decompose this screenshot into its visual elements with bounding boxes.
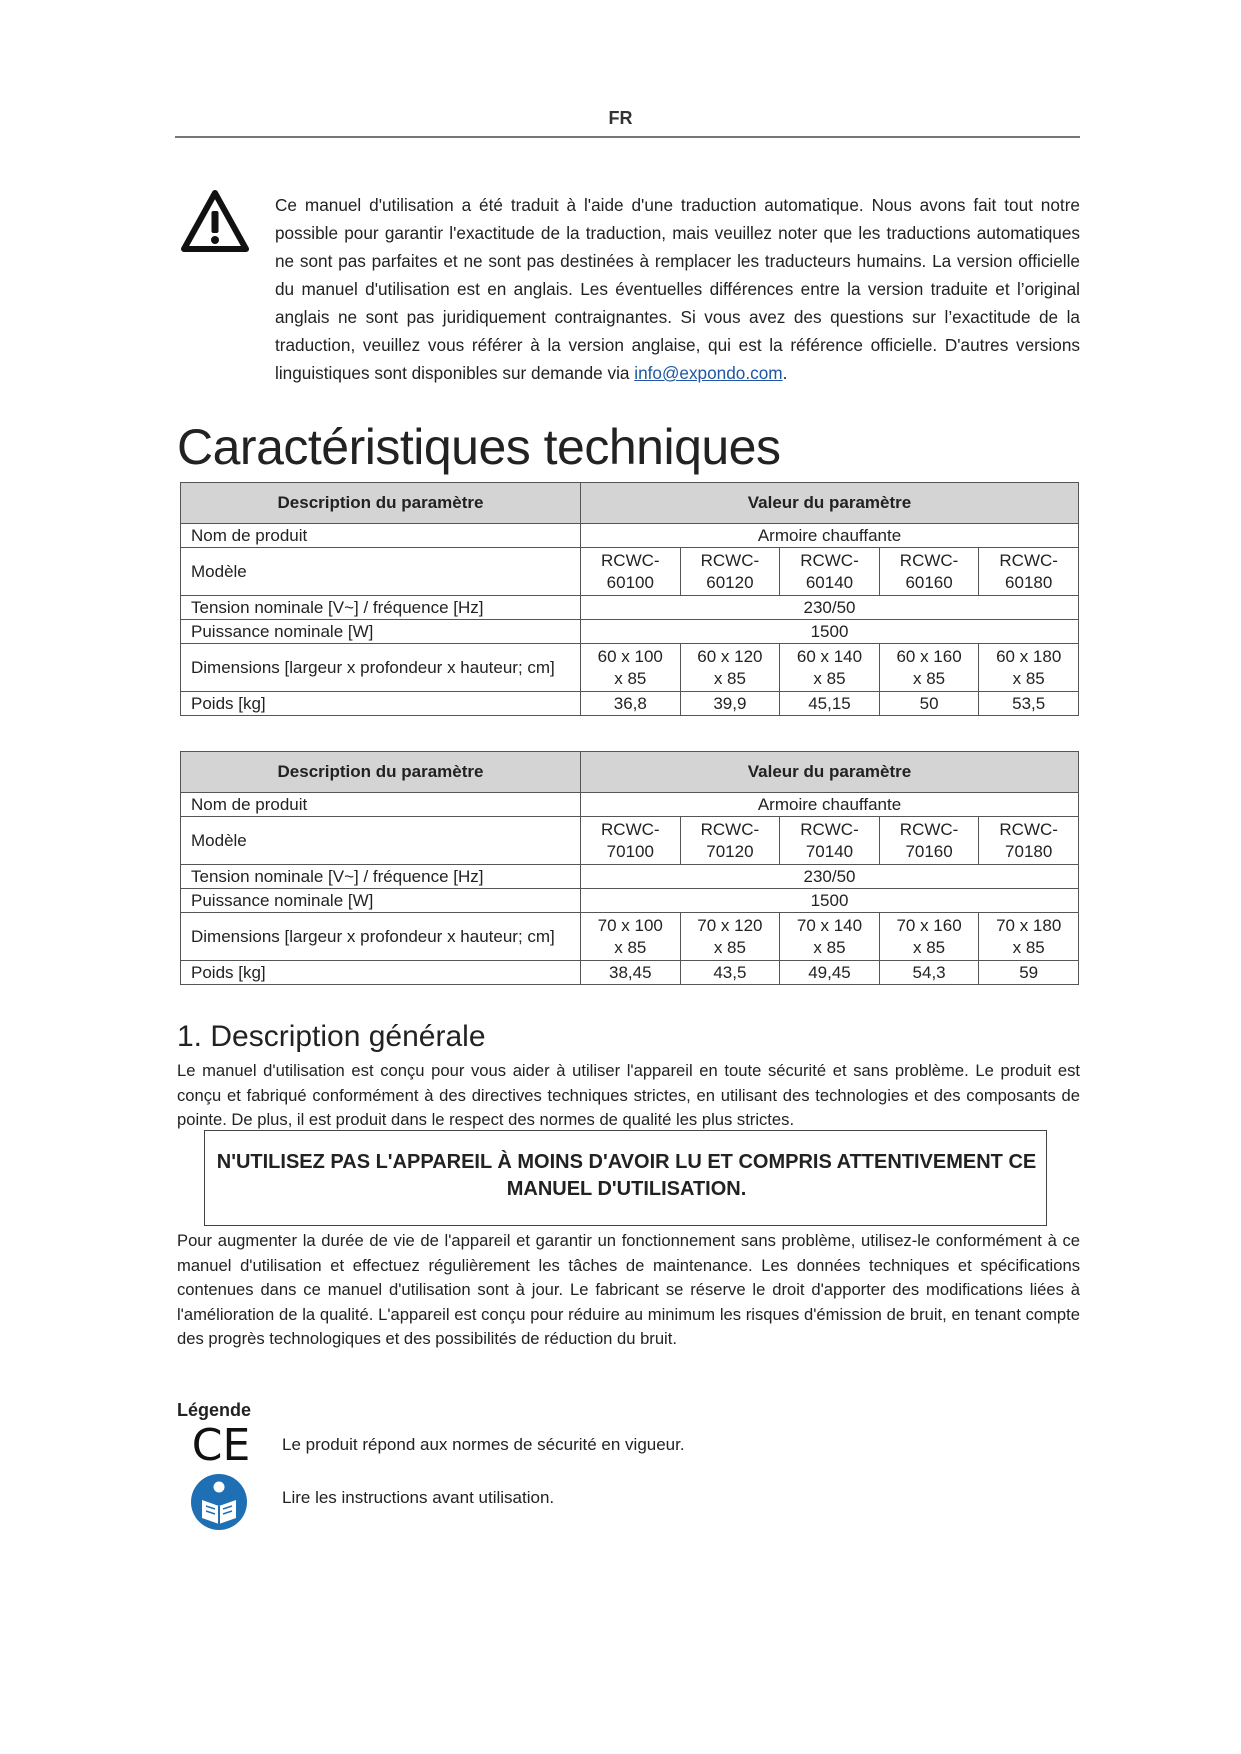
dims-cell: 60 x 100 x 85 (581, 644, 681, 692)
dims-cell: 70 x 120 x 85 (680, 913, 780, 961)
power-value: 1500 (581, 620, 1079, 644)
row-label: Poids [kg] (181, 692, 581, 716)
dims-cell: 70 x 180 x 85 (979, 913, 1079, 961)
model-cell: RCWC- 70180 (979, 817, 1079, 865)
table-row (181, 865, 1079, 889)
table-header-row (181, 483, 1079, 524)
model-cell: RCWC- 60160 (879, 548, 979, 596)
model-cell: RCWC- 70100 (581, 817, 681, 865)
model-cell: RCWC- 60180 (979, 548, 1079, 596)
row-label: Tension nominale [V~] / fréquence [Hz] (181, 596, 581, 620)
warning-notice-box (204, 1130, 1047, 1226)
dims-cell: 60 x 180 x 85 (979, 644, 1079, 692)
dims-cell: 60 x 120 x 85 (680, 644, 780, 692)
dims-cell: 70 x 100 x 85 (581, 913, 681, 961)
weight-cell: 53,5 (979, 692, 1079, 716)
row-label: Tension nominale [V~] / fréquence [Hz] (181, 865, 581, 889)
table-row (181, 644, 1079, 692)
spec-table-70 (180, 751, 1079, 985)
intro-paragraph: Le manuel d'utilisation est conçu pour vous aider à utiliser l'appareil en toute sécurité et sans problème. Le produit est conçu et fabriqué conformément à des directives techniques strictes, en utilisant des technologies et des composants de pointe. De plus, il est produit dans le respect des normes de qualité les plus strictes. (177, 1061, 1080, 1129)
weight-cell: 59 (979, 961, 1079, 985)
weight-cell: 45,15 (780, 692, 880, 716)
maintenance-paragraph: Pour augmenter la durée de vie de l'appareil et garantir un fonctionnement sans problème, utilisez-le conformément à ce manuel d'utilisation et effectuez régulièrement les tâches de maintenance. Les données techniques et spécifications contenues dans ce manuel d'utilisation sont à jour. Le fabricant se réserve le droit d'apporter des modifications liées à l'amélioration de la qualité. L'appareil est conçu pour réduire au minimum les risques d'émission de bruit, en tenant compte des progrès technologiques et des possibilités de réduction du bruit. (177, 1231, 1080, 1348)
row-label: Poids [kg] (181, 961, 581, 985)
disclaimer-suffix: . (782, 363, 788, 383)
table-row (181, 620, 1079, 644)
section-title: 1. Description générale (177, 1020, 486, 1053)
table-row (181, 692, 1079, 716)
table-row (181, 913, 1079, 961)
notice-text: N'UTILISEZ PAS L'APPAREIL À MOINS D'AVOIR LU ET COMPRIS ATTENTIVEMENT CE MANUEL D'UTILISATION. (216, 1151, 1037, 1200)
support-email-link[interactable]: info@expondo.com (634, 363, 783, 383)
weight-cell: 38,45 (581, 961, 681, 985)
dims-cell: 70 x 160 x 85 (879, 913, 979, 961)
model-cell: RCWC- 70120 (680, 817, 780, 865)
table-header-row (181, 752, 1079, 793)
page-title: Caractéristiques techniques (177, 419, 781, 475)
table-row (181, 548, 1079, 596)
voltage-value: 230/50 (581, 596, 1079, 620)
dims-cell: 70 x 140 x 85 (780, 913, 880, 961)
warning-triangle-icon (180, 189, 250, 253)
table-row (181, 961, 1079, 985)
row-label: Puissance nominale [W] (181, 620, 581, 644)
language-code: FR (608, 108, 633, 128)
header-value: Valeur du paramètre (581, 483, 1079, 524)
disclaimer-text: Ce manuel d'utilisation a été traduit à l'aide d'une traduction automatique. Nous avons fait tout notre possible pour garantir l'exactitude de la traduction, mais veuillez noter que les traductions automatiques ne sont pas parfaites et ne sont pas destinées à remplacer les traducteurs humains. La version officielle du manuel d'utilisation est en anglais. Les éventuelles différences entre la version traduite et l’original anglais ne sont pas juridiquement contraignantes. Si vous avez des questions sur l’exactitude de la traduction, veuillez vous référer à la version anglaise, qui est la référence officielle. D'autres versions linguistiques sont disponibles sur demande via (275, 195, 1080, 383)
weight-cell: 49,45 (780, 961, 880, 985)
row-label: Modèle (181, 548, 581, 596)
model-cell: RCWC- 60100 (581, 548, 681, 596)
header-value: Valeur du paramètre (581, 752, 1079, 793)
weight-cell: 54,3 (879, 961, 979, 985)
model-cell: RCWC- 70140 (780, 817, 880, 865)
product-value: Armoire chauffante (581, 524, 1079, 548)
table-row (181, 889, 1079, 913)
header-rule (175, 136, 1080, 138)
product-value: Armoire chauffante (581, 793, 1079, 817)
voltage-value: 230/50 (581, 865, 1079, 889)
model-cell: RCWC- 60140 (780, 548, 880, 596)
row-label: Dimensions [largeur x profondeur x hauteur; cm] (181, 644, 581, 692)
row-label: Nom de produit (181, 524, 581, 548)
ce-mark-text: CE (191, 1420, 251, 1468)
header-param: Description du paramètre (181, 483, 581, 524)
weight-cell: 43,5 (680, 961, 780, 985)
model-cell: RCWC- 60120 (680, 548, 780, 596)
dims-cell: 60 x 140 x 85 (780, 644, 880, 692)
header-param: Description du paramètre (181, 752, 581, 793)
legend-item-text: Lire les instructions avant utilisation. (282, 1488, 555, 1507)
translation-disclaimer (275, 191, 1080, 387)
model-cell: RCWC- 70160 (879, 817, 979, 865)
legend-title: Légende (177, 1400, 252, 1420)
weight-cell: 50 (879, 692, 979, 716)
table-row (181, 793, 1079, 817)
weight-cell: 39,9 (680, 692, 780, 716)
legend-item-text: Le produit répond aux normes de sécurité en vigueur. (282, 1435, 685, 1454)
row-label: Nom de produit (181, 793, 581, 817)
read-manual-icon (190, 1473, 248, 1531)
row-label: Puissance nominale [W] (181, 889, 581, 913)
dims-cell: 60 x 160 x 85 (879, 644, 979, 692)
ce-mark-icon (191, 1420, 251, 1468)
power-value: 1500 (581, 889, 1079, 913)
weight-cell: 36,8 (581, 692, 681, 716)
table-row (181, 596, 1079, 620)
spec-table-60 (180, 482, 1079, 716)
table-row (181, 524, 1079, 548)
row-label: Dimensions [largeur x profondeur x hauteur; cm] (181, 913, 581, 961)
table-row (181, 817, 1079, 865)
row-label: Modèle (181, 817, 581, 865)
